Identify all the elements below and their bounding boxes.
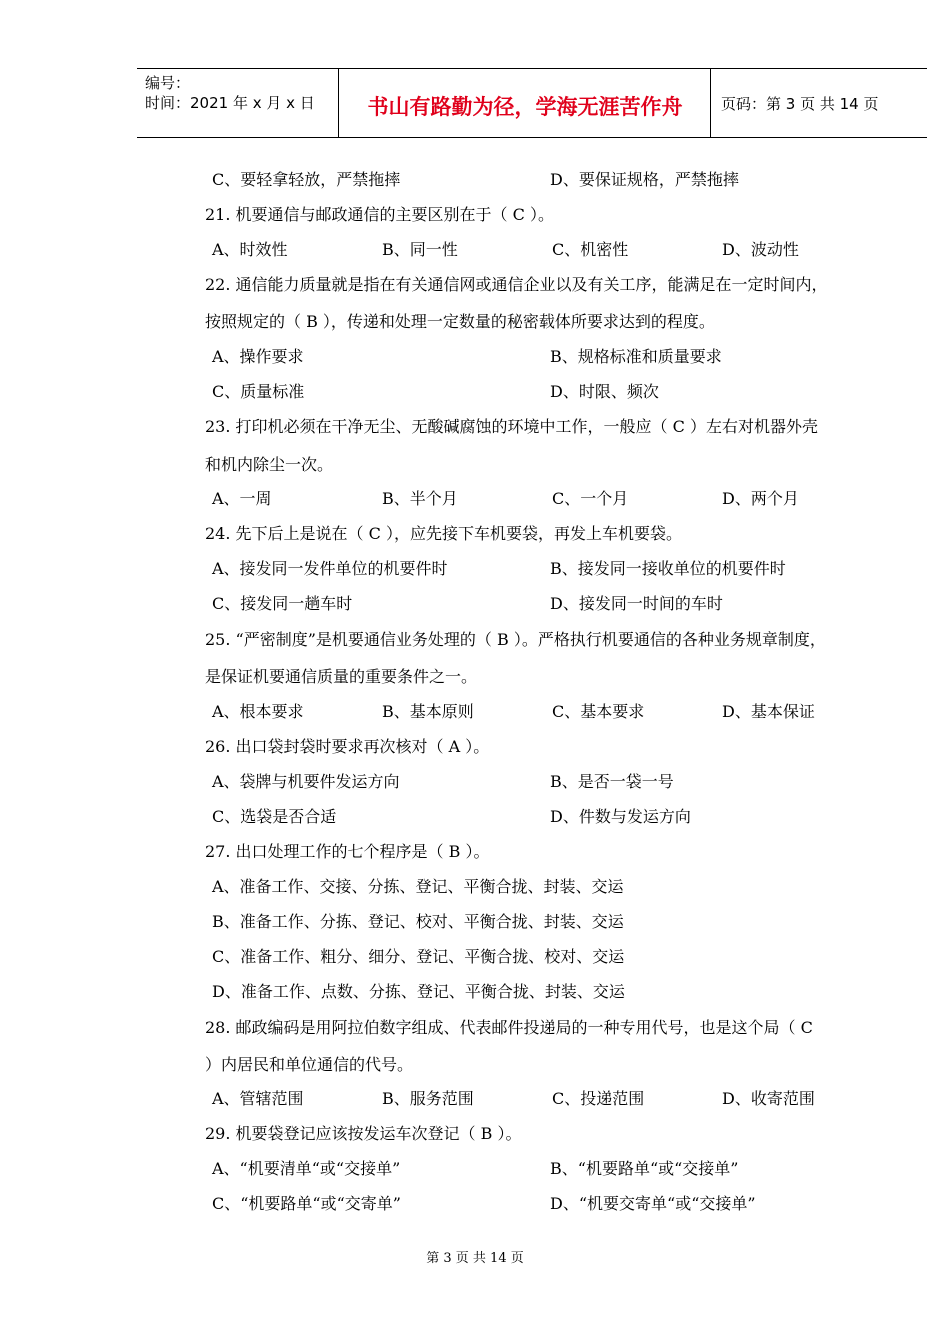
question-28-cont: ）内居民和单位通信的代号。 xyxy=(205,1055,414,1074)
question-26: 26. 出口袋封袋时要求再次核对（ A ）。 xyxy=(205,737,490,756)
option-d: D、波动性 xyxy=(722,240,799,259)
page-header xyxy=(137,68,927,138)
question-23: 23. 打印机必须在干净无尘、无酸碱腐蚀的环境中工作，一般应（ C ）左右对机器外壳 xyxy=(205,417,818,436)
question-24: 24. 先下后上是说在（ C ），应先接下车机要袋，再发上车机要袋。 xyxy=(205,524,682,543)
option-b: B、“机要路单“或“交接单” xyxy=(550,1159,739,1178)
option-b: B、准备工作、分拣、登记、校对、平衡合拢、封装、交运 xyxy=(212,912,624,931)
option-a: A、袋牌与机要件发运方向 xyxy=(212,772,400,791)
header-divider xyxy=(338,69,339,137)
question-25: 25. “严密制度”是机要通信业务处理的（ B ）。严格执行机要通信的各种业务规章制度， xyxy=(205,630,826,649)
option-a: A、时效性 xyxy=(212,240,288,259)
option-c: C、选袋是否合适 xyxy=(212,807,337,826)
option-c: C、准备工作、粗分、细分、登记、平衡合拢、校对、交运 xyxy=(212,947,625,966)
option-a: A、一周 xyxy=(212,489,272,508)
option-d: D、收寄范围 xyxy=(722,1089,815,1108)
question-22: 22. 通信能力质量就是指在有关通信网或通信企业以及有关工序，能满足在一定时间内， xyxy=(205,275,828,294)
header-divider xyxy=(710,69,711,137)
option-b: B、是否一袋一号 xyxy=(550,772,674,791)
question-28: 28. 邮政编码是用阿拉伯数字组成、代表邮件投递局的一种专用代号，也是这个局（ C xyxy=(205,1018,813,1037)
question-21: 21. 机要通信与邮政通信的主要区别在于（ C ）。 xyxy=(205,205,554,224)
question-23-cont: 和机内除尘一次。 xyxy=(205,455,334,474)
number-label: 编号： xyxy=(145,74,191,92)
option-c: C、投递范围 xyxy=(552,1089,645,1108)
option-b: B、基本原则 xyxy=(382,702,474,721)
option-c: C、接发同一趟车时 xyxy=(212,594,353,613)
option-a: A、操作要求 xyxy=(212,347,304,366)
question-25-cont: 是保证机要通信质量的重要条件之一。 xyxy=(205,667,478,686)
option-d: D、要保证规格，严禁拖摔 xyxy=(550,170,739,189)
option-d: D、时限、频次 xyxy=(550,382,659,401)
header-left xyxy=(145,73,315,113)
option-c: C、基本要求 xyxy=(552,702,645,721)
page-footer: 第 3 页 共 14 页 xyxy=(426,1251,524,1266)
option-d: D、基本保证 xyxy=(722,702,815,721)
option-a: A、接发同一发件单位的机要件时 xyxy=(212,559,448,578)
option-b: B、规格标准和质量要求 xyxy=(550,347,722,366)
option-c: C、“机要路单“或“交寄单” xyxy=(212,1194,401,1213)
option-a: A、根本要求 xyxy=(212,702,304,721)
option-a: A、管辖范围 xyxy=(212,1089,304,1108)
option-b: B、半个月 xyxy=(382,489,458,508)
option-a: A、“机要清单“或“交接单” xyxy=(212,1159,401,1178)
option-d: D、两个月 xyxy=(722,489,799,508)
option-d: D、接发同一时间的车时 xyxy=(550,594,723,613)
header-motto: 书山有路勤为径，学海无涯苦作舟 xyxy=(367,95,683,119)
option-c: C、要轻拿轻放，严禁拖摔 xyxy=(212,170,401,189)
option-b: B、同一性 xyxy=(382,240,458,259)
option-d: D、准备工作、点数、分拣、登记、平衡合拢、封装、交运 xyxy=(212,982,625,1001)
option-c: C、质量标准 xyxy=(212,382,305,401)
question-29: 29. 机要袋登记应该按发运车次登记（ B ）。 xyxy=(205,1124,522,1143)
option-b: B、服务范围 xyxy=(382,1089,474,1108)
question-22-cont: 按照规定的（ B ），传递和处理一定数量的秘密载体所要求达到的程度。 xyxy=(205,312,715,331)
option-d: D、件数与发运方向 xyxy=(550,807,691,826)
date-label: 时间：2021 年 x 月 x 日 xyxy=(145,94,315,112)
option-c: C、一个月 xyxy=(552,489,629,508)
option-d: D、“机要交寄单“或“交接单” xyxy=(550,1194,756,1213)
option-b: B、接发同一接收单位的机要件时 xyxy=(550,559,786,578)
option-c: C、机密性 xyxy=(552,240,629,259)
header-page-info: 页码：第 3 页 共 14 页 xyxy=(721,95,879,113)
option-a: A、准备工作、交接、分拣、登记、平衡合拢、封装、交运 xyxy=(212,877,624,896)
question-27: 27. 出口处理工作的七个程序是（ B ）。 xyxy=(205,842,490,861)
